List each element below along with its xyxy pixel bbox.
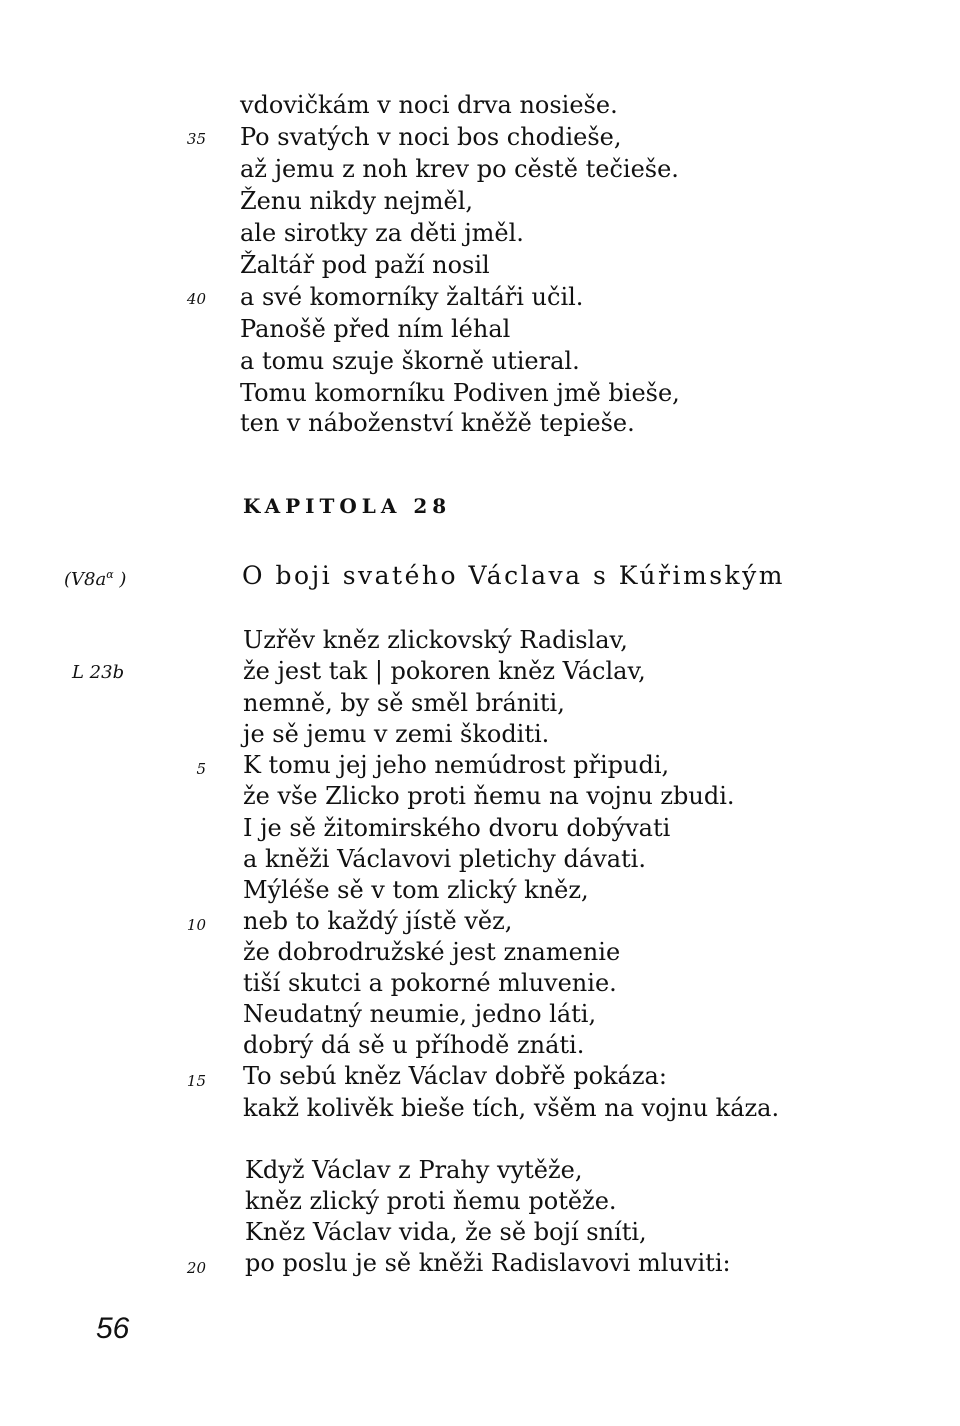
verse-line: Tomu komorníku Podiven jmě bieše, bbox=[240, 379, 680, 407]
chapter-heading: KAPITOLA 28 bbox=[243, 494, 452, 518]
verse-line: Žaltář pod paží nosil bbox=[240, 251, 490, 279]
verse-line: vdovičkám v noci drva nosieše. bbox=[240, 91, 618, 119]
verse-line: kněz zlický proti ňemu potěže. bbox=[245, 1187, 617, 1215]
chapter-title: O boji svatého Václava s Kúřimským bbox=[242, 561, 785, 590]
line-number: 5 bbox=[196, 760, 206, 778]
verse-line: Uzřěv kněz zlickovský Radislav, bbox=[243, 626, 628, 654]
line-number: 20 bbox=[186, 1259, 206, 1277]
verse-line: kakž kolivěk bieše tích, všěm na vojnu káza. bbox=[243, 1094, 780, 1122]
line-number: 35 bbox=[186, 130, 206, 148]
verse-line: ten v náboženství kněžě tepieše. bbox=[240, 409, 635, 437]
verse-line: Když Václav z Prahy vytěže, bbox=[245, 1156, 583, 1184]
verse-line: a své komorníky žaltáři učil. bbox=[240, 283, 584, 311]
verse-line: Mýléše sě v tom zlický kněz, bbox=[243, 876, 589, 904]
verse-line: po poslu je sě kněži Radislavovi mluviti: bbox=[245, 1249, 731, 1277]
verse-line: Po svatých v noci bos chodieše, bbox=[240, 123, 622, 151]
manuscript-reference-sup: α bbox=[106, 568, 114, 581]
page-number: 56 bbox=[96, 1312, 130, 1345]
verse-line: To sebú kněz Václav dobřě pokáza: bbox=[243, 1062, 667, 1090]
verse-line: a kněži Václavovi pletichy dávati. bbox=[243, 845, 646, 873]
folio-reference: L 23b bbox=[72, 662, 125, 683]
verse-line: a tomu szuje škorně utieral. bbox=[240, 347, 580, 375]
verse-line: nemně, by sě směl brániti, bbox=[243, 689, 565, 717]
line-number: 10 bbox=[186, 916, 206, 934]
verse-line: Kněz Václav vida, že sě bojí sníti, bbox=[245, 1218, 647, 1246]
verse-line: dobrý dá sě u příhodě znáti. bbox=[243, 1031, 585, 1059]
verse-line: že jest tak | pokoren kněz Václav, bbox=[243, 657, 646, 685]
manuscript-reference-text: (V8a bbox=[64, 569, 107, 590]
line-number: 40 bbox=[186, 290, 206, 308]
verse-line: tiší skutci a pokorné mluvenie. bbox=[243, 969, 617, 997]
verse-line: I je sě žitomirského dvoru dobývati bbox=[243, 814, 671, 842]
verse-line: neb to každý jístě věz, bbox=[243, 907, 513, 935]
verse-line: Panošě před ním léhal bbox=[240, 315, 511, 343]
verse-line: ale sirotky za děti jměl. bbox=[240, 219, 524, 247]
line-number: 15 bbox=[186, 1072, 206, 1090]
verse-line: až jemu z noh krev po cěstě tečieše. bbox=[240, 155, 679, 183]
verse-line: že dobrodružské jest znamenie bbox=[243, 938, 621, 966]
verse-line: K tomu jej jeho nemúdrost připudi, bbox=[243, 751, 670, 779]
verse-line: Neudatný neumie, jedno láti, bbox=[243, 1000, 597, 1028]
manuscript-reference bbox=[64, 568, 126, 590]
manuscript-reference-close: ) bbox=[119, 569, 127, 590]
verse-line: je sě jemu v zemi škoditi. bbox=[243, 720, 550, 748]
verse-line: Ženu nikdy nejměl, bbox=[240, 187, 474, 215]
verse-line: že vše Zlicko proti ňemu na vojnu zbudi. bbox=[243, 782, 735, 810]
